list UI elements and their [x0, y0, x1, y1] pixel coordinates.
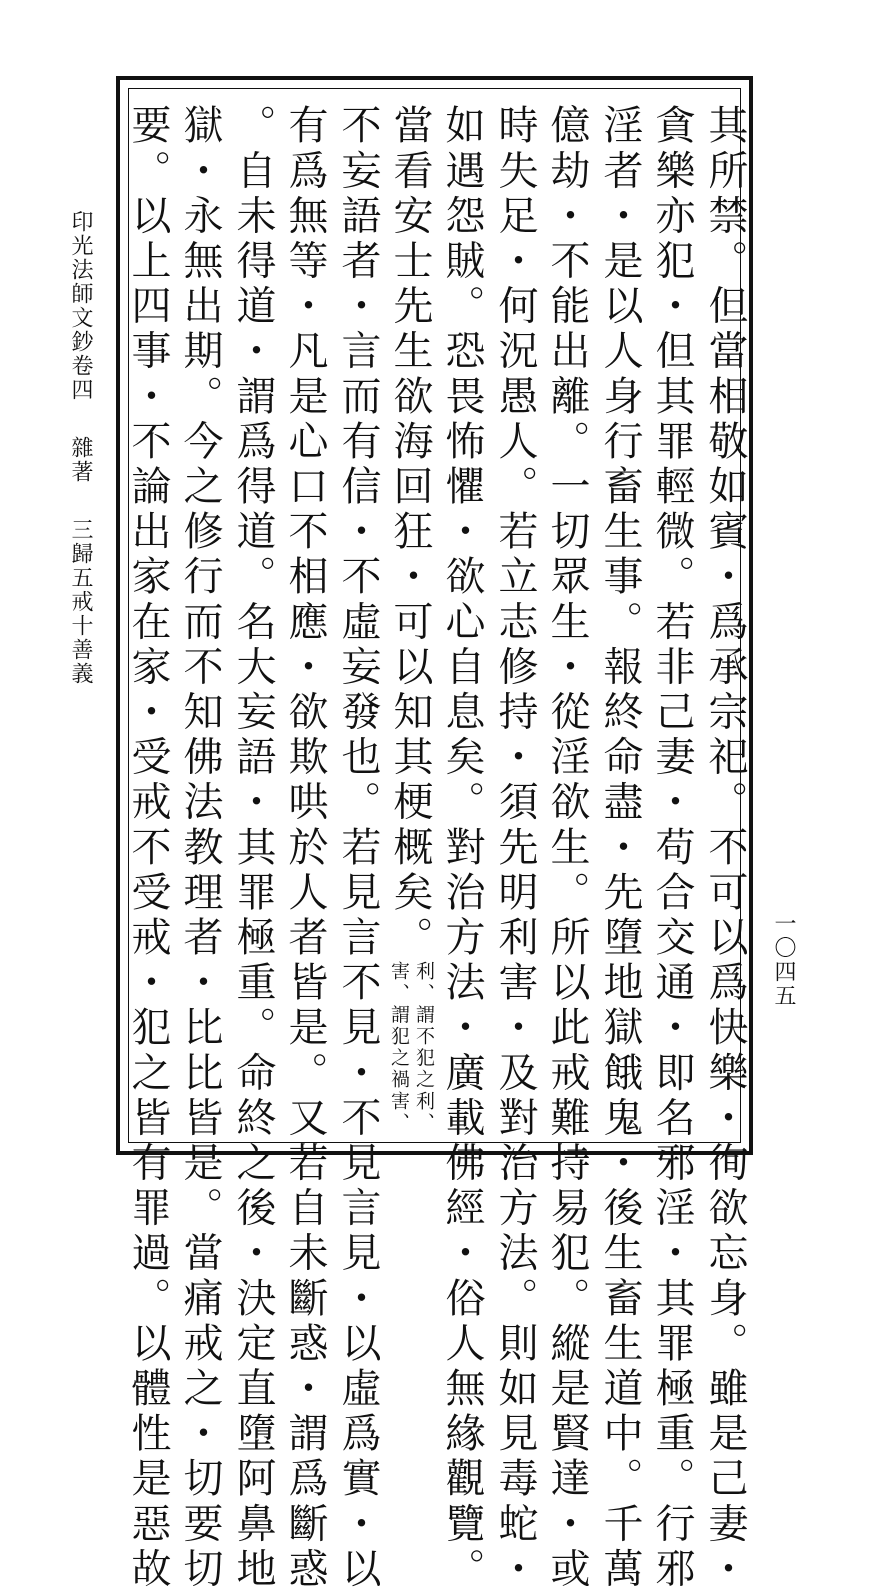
inline-annotation: 利、謂不犯之利、害、謂犯之禍害、: [388, 960, 435, 1134]
text-column-6: 如遇怨賊。恐畏怖懼・欲心自息矣。對治方法・廣載佛經・俗人無緣觀覽。: [439, 104, 485, 1592]
section-title: 雜著: [68, 436, 93, 484]
text-column-12: 要。以上四事・不論出家在家・受戒不受戒・犯之皆有罪過。以體性是惡故: [125, 104, 171, 1592]
text-column-2: 貪樂亦犯・但其罪輕微。若非己妻・苟合交通・即名邪淫・其罪極重。行邪: [649, 104, 695, 1592]
text-column-9: 有爲無等・凡是心口不相應・欲欺哄於人者皆是。又若自未斷惑・謂爲斷惑: [282, 104, 328, 1592]
text-column-5: 時失足・何況愚人。若立志修持・須先明利害・及對治方法。則如見毒蛇・: [492, 104, 538, 1592]
text-column-3: 淫者・是以人身行畜生事。報終命盡・先墮地獄餓鬼・後生畜生道中。千萬: [597, 104, 643, 1592]
text-column-1: 其所禁。但當相敬如賓・爲承宗祀。不可以爲快樂・徇欲忘身。雖是己妻・: [702, 104, 748, 1592]
margin-title: [60, 210, 100, 686]
chapter-title: 三歸五戒十善義: [68, 518, 93, 686]
text-column-7-body: 當看安士先生欲海回狂・可以知其梗概矣。: [387, 104, 433, 961]
book-title: 印光法師文鈔卷四: [68, 210, 93, 402]
text-column-11: 獄・永無出期。今之修行而不知佛法教理者・比比皆是。當痛戒之・切要切: [177, 104, 223, 1592]
text-column-7: [384, 104, 436, 1161]
page-number: 一〇四五: [771, 912, 796, 1008]
text-column-4: 億劫・不能出離。一切眾生・從淫欲生。所以此戒難持易犯。縱是賢達・或: [544, 104, 590, 1592]
text-column-10: 。自未得道・謂爲得道。名大妄語・其罪極重。命終之後・決定直墮阿鼻地: [230, 104, 276, 1592]
text-column-8: 不妄語者・言而有信・不虛妄發也。若見言不見・不見言見・以虛爲實・以: [335, 104, 381, 1592]
